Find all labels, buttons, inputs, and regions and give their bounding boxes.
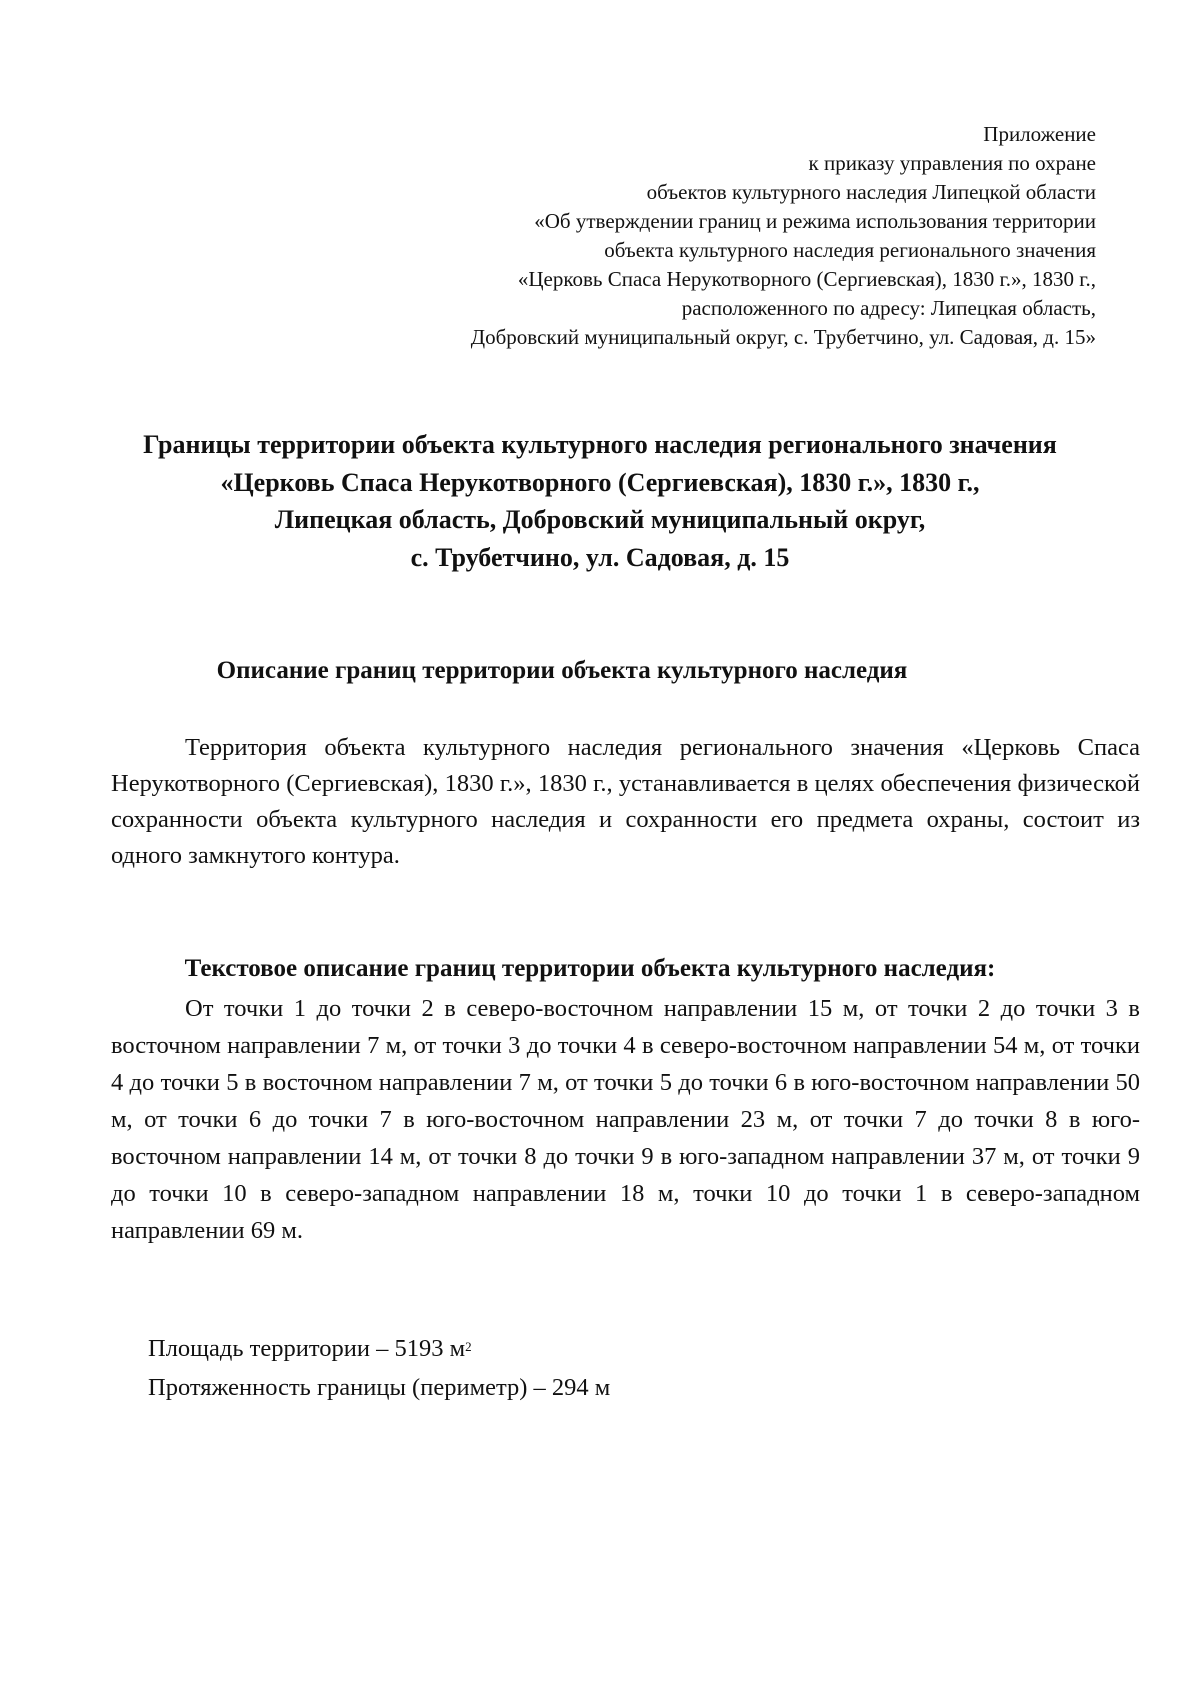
title-line: Липецкая область, Добровский муниципальный округ, [274, 505, 926, 534]
appendix-line: к приказу управления по охране [808, 151, 1096, 175]
appendix-line: расположенного по адресу: Липецкая область, [681, 296, 1096, 320]
area-line [148, 1333, 472, 1365]
perimeter-line: Протяженность границы (периметр) – 294 м [148, 1374, 611, 1401]
area-label: Площадь территории – 5193 м [148, 1335, 466, 1362]
description-heading: Описание границ территории объекта культурного наследия [216, 657, 908, 684]
document-title [100, 426, 1100, 576]
boundary-text-paragraph: От точки 1 до точки 2 в северо-восточном направлении 15 м, от точки 2 до точки 3 в восточном направлении 7 м, от точки 3 до точки 4 в северо-восточном направлении 54 м, от точки 4 до точки 5 в восточном направлении 7 м, от точки 5 до точки 6 в юго-восточном направлении 50 м, от точки 6 до точки 7 в юго-восточном направлении 23 м, от точки 7 до точки 8 в юго-восточном направлении 14 м, от точки 8 до точки 9 в юго-западном направлении 37 м, от точки 9 до точки 10 в северо-западном направлении 18 м, точки 10 до точки 1 в северо-западном направлении 69 м. [111, 995, 1140, 1244]
appendix-line: Добровский муниципальный округ, с. Трубетчино, ул. Садовая, д. 15» [470, 325, 1096, 349]
area-unit-exponent: 2 [465, 1339, 472, 1354]
appendix-line: Приложение [983, 122, 1096, 146]
appendix-line: «Церковь Спаса Нерукотворного (Сергиевская), 1830 г.», 1830 г., [517, 267, 1096, 291]
description-paragraph: Территория объекта культурного наследия регионального значения «Церковь Спаса Нерукотворного (Сергиевская), 1830 г.», 1830 г., устанавливается в целях обеспечения физической сохранности объекта культурного наследия и сохранности его предмета охраны, состоит из одного замкнутого контура. [111, 734, 1140, 869]
appendix-line: объектов культурного наследия Липецкой области [646, 180, 1096, 204]
title-line: Границы территории объекта культурного наследия регионального значения [143, 430, 1057, 459]
appendix-line: объекта культурного наследия регионального значения [604, 238, 1096, 262]
title-line: с. Трубетчино, ул. Садовая, д. 15 [410, 542, 790, 572]
appendix-line: «Об утверждении границ и режима использования территории [534, 209, 1096, 233]
text-description-heading: Текстовое описание границ территории объекта культурного наследия: [184, 955, 996, 982]
title-line: «Церковь Спаса Нерукотворного (Сергиевская), 1830 г.», 1830 г., [220, 467, 980, 497]
appendix-header [471, 120, 1096, 352]
